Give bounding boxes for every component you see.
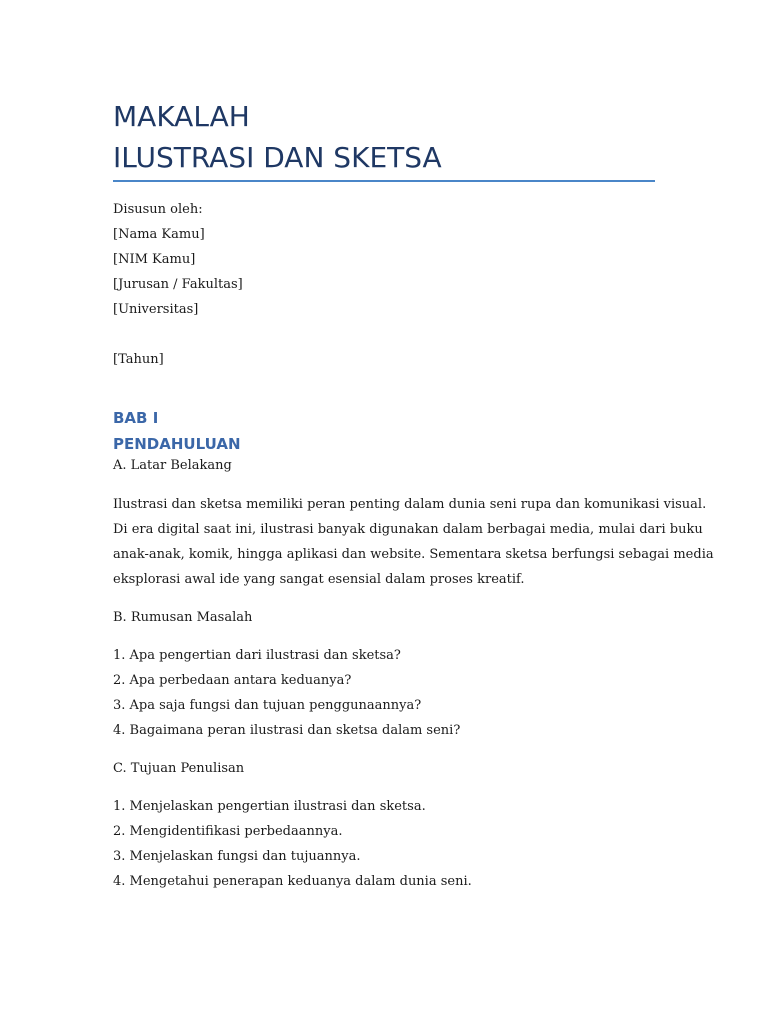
chapter-title: PENDAHULUAN: [113, 435, 241, 453]
section-c-heading: C. Tujuan Penulisan: [113, 761, 245, 776]
title-line-1: MAKALAH: [113, 100, 250, 133]
author-university: [Universitas]: [113, 302, 199, 317]
author-major: [Jurusan / Fakultas]: [113, 277, 243, 292]
author-year: [Tahun]: [113, 352, 164, 367]
section-a-line: Ilustrasi dan sketsa memiliki peran penting dalam dunia seni rupa dan komunikasi visual.: [113, 497, 707, 512]
author-name: [Nama Kamu]: [113, 227, 205, 242]
section-c-item: 4. Mengetahui penerapan keduanya dalam dunia seni.: [113, 874, 472, 889]
section-b-item: 3. Apa saja fungsi dan tujuan penggunaannya?: [113, 698, 422, 713]
section-a-heading: A. Latar Belakang: [113, 458, 232, 473]
title-divider: [113, 180, 655, 182]
chapter-number: BAB I: [113, 409, 159, 427]
section-b-item: 1. Apa pengertian dari ilustrasi dan sketsa?: [113, 648, 401, 663]
author-label: Disusun oleh:: [113, 202, 203, 217]
author-nim: [NIM Kamu]: [113, 252, 196, 267]
section-b-item: 4. Bagaimana peran ilustrasi dan sketsa dalam seni?: [113, 723, 461, 738]
document-title: [113, 96, 442, 178]
section-a-line: Di era digital saat ini, ilustrasi banyak digunakan dalam berbagai media, mulai dari buku: [113, 522, 703, 537]
section-a-line: anak-anak, komik, hingga aplikasi dan website. Sementara sketsa berfungsi sebagai media: [113, 547, 714, 562]
section-c-item: 1. Menjelaskan pengertian ilustrasi dan sketsa.: [113, 799, 426, 814]
section-b-heading: B. Rumusan Masalah: [113, 610, 253, 625]
section-a-line: eksplorasi awal ide yang sangat esensial dalam proses kreatif.: [113, 572, 525, 587]
section-c-item: 2. Mengidentifikasi perbedaannya.: [113, 824, 343, 839]
section-c-item: 3. Menjelaskan fungsi dan tujuannya.: [113, 849, 361, 864]
section-b-item: 2. Apa perbedaan antara keduanya?: [113, 673, 352, 688]
title-line-2: ILUSTRASI DAN SKETSA: [113, 141, 442, 174]
